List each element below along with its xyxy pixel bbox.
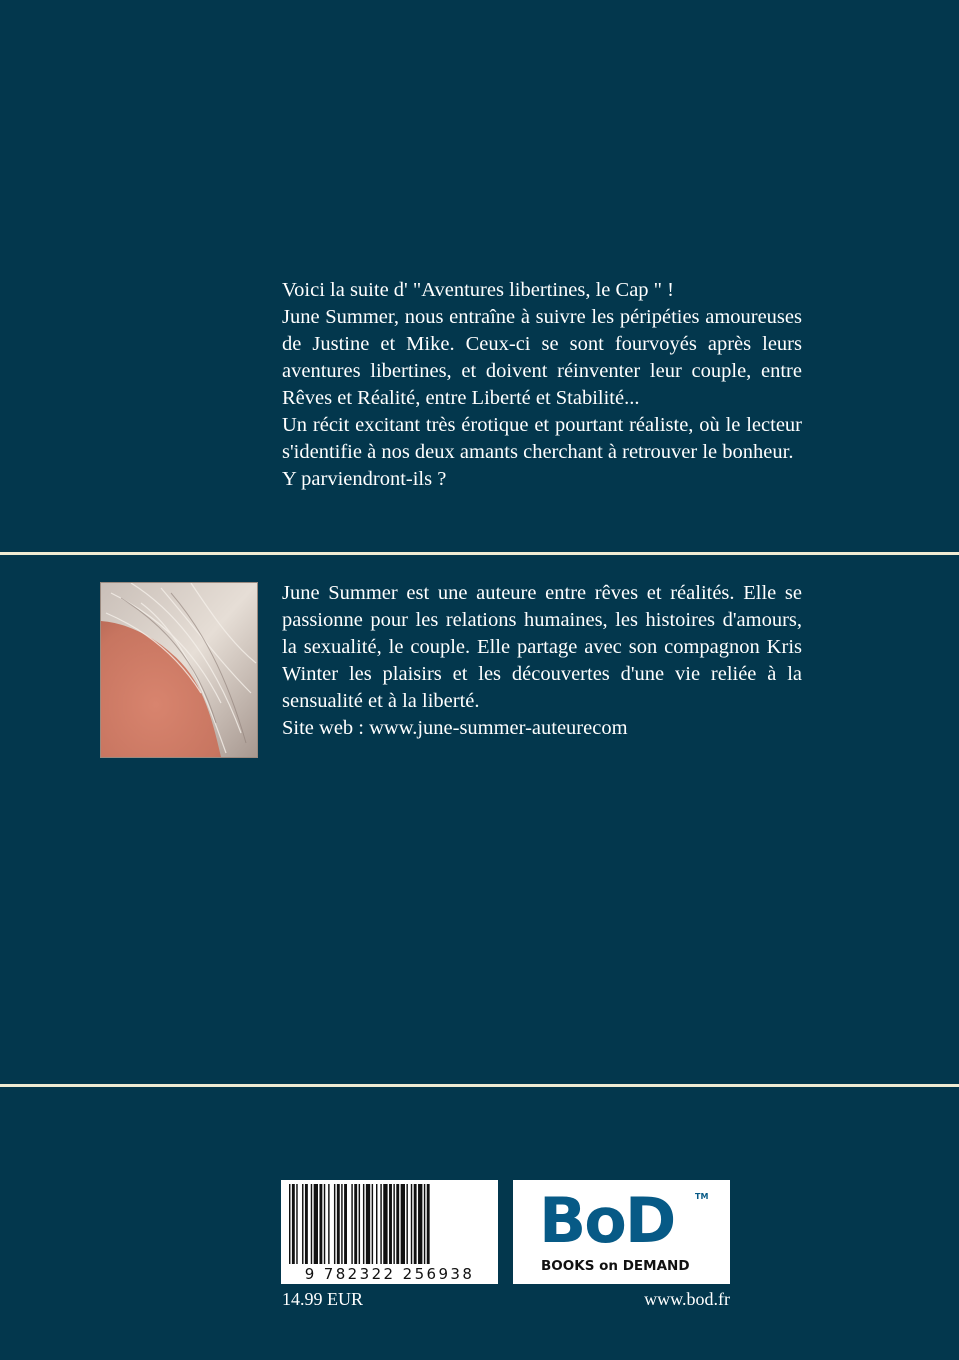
isbn-barcode [281,1180,498,1284]
back-cover-blurb [282,277,802,493]
bod-tagline: BOOKS on DEMAND [541,1258,690,1274]
bod-logo: BoD [539,1184,675,1257]
bod-logo-box [513,1180,730,1284]
author-photo [100,582,258,758]
divider-bottom [0,1084,959,1087]
blurb-summary: June Summer, nous entraîne à suivre les péripéties amoureuses de Justine et Mike. Ceux-ci se sont fourvoyés après leurs aventures libertines, et doivent réinventer leur couple, entre Rêves et Réalité, entre Liberté et Stabilité... [282,306,802,409]
publisher-website: www.bod.fr [644,1289,730,1309]
author-bio [282,580,802,742]
isbn-number: 9 782322 256938 [304,1265,475,1283]
divider-top [0,552,959,555]
trademark-mark: TM [695,1192,709,1201]
blurb-question: Y parviendront-ils ? [282,468,447,490]
blurb-summary-2: Un récit excitant très érotique et pourtant réaliste, où le lecteur s'identifie à nos deux amants cherchant à retrouver le bonheur. [282,414,802,463]
author-bio-text: June Summer est une auteure entre rêves et réalités. Elle se passionne pour les relations humaines, les histoires d'amours, la sexualité, le couple. Elle partage avec son compagnon Kris Winter les plaisirs et les découvertes d'une vie reliée à la sensualité et à la liberté. [282,582,802,712]
price: 14.99 EUR [282,1289,363,1309]
author-website: Site web : www.june-summer-auteurecom [282,717,628,739]
barcode-bars [281,1180,498,1266]
blurb-intro: Voici la suite d' "Aventures libertines, le Cap " ! [282,279,675,301]
